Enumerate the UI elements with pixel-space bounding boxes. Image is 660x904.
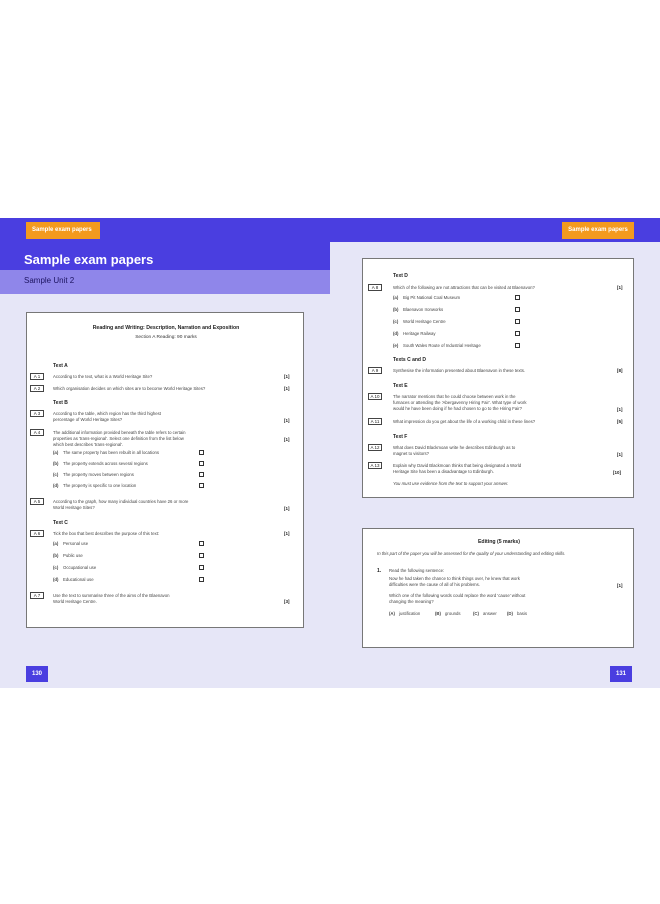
question-text: Tick the box that best describes the purpose of this text: [53,531,160,536]
question-marks: [1] [284,531,290,536]
question-text: Which organisation decides on which sites are to become World Heritage Sites? [53,386,206,391]
text-cd-heading: Texts C and D [393,357,426,363]
question-marks: [1] [284,506,290,511]
option-text: South Wales Route of Industrial Heritage [403,343,481,348]
question-number: A 8 [368,284,382,291]
question-number: A 1 [30,373,44,380]
right-page [330,218,660,688]
editing-question-number: 1. [377,568,382,574]
option-letter: (d) [393,331,399,336]
question-text: which best describes 'trans-regional'. [53,442,124,447]
answer-checkbox[interactable] [199,461,204,466]
editing-title: Editing (5 marks) [477,539,521,545]
option-letter: (d) [53,483,59,488]
question-marks: [10] [613,470,622,475]
answer-checkbox[interactable] [515,307,520,312]
exam-box-right-top [362,258,634,498]
question-text: changing the meaning? [389,599,434,604]
option-text: basis [517,611,528,616]
question-number: A 10 [368,393,382,400]
option-text: Personal use [63,541,89,546]
left-section-tab: Sample exam papers [26,222,100,239]
question-text: World Heritage Sites? [53,505,95,510]
question-text: furnaces or attending the 'Abergavenny Hiring Fair'. What type of work [393,400,527,405]
question-text: World Heritage Centre. [53,599,97,604]
question-number: A 2 [30,385,44,392]
answer-checkbox[interactable] [199,565,204,570]
option-letter: (c) [53,472,59,477]
editing-intro: In this part of the paper you will be assessed for the quality of your understanding and editing skills. [377,551,566,556]
page-subtitle: Sample Unit 2 [24,276,75,285]
question-marks: [1] [617,452,623,457]
option-text: World Heritage Centre [403,319,446,324]
option-letter: (B) [435,611,441,616]
answer-checkbox[interactable] [199,553,204,558]
question-text: Which one of the following words could replace the word 'cause' without [389,593,526,598]
question-number: A 12 [368,444,382,451]
answer-checkbox[interactable] [515,343,520,348]
question-text: difficulties were the cause of all of his problems. [389,582,480,587]
question-text: properties as 'trans-regional'. Select one definition from the list below [53,436,184,441]
option-text: grounds [445,611,461,616]
option-text: Occupational use [63,565,97,570]
answer-checkbox[interactable] [515,295,520,300]
answer-checkbox[interactable] [515,319,520,324]
option-text: The property is specific to one location [63,483,137,488]
text-d-heading: Text D [393,273,408,279]
question-text: magnet to visitors? [393,451,430,456]
question-text: Read the following sentence: [389,568,445,573]
question-number: A 9 [368,367,382,374]
section-title: Section A Reading: 90 marks [135,335,197,340]
option-letter: (b) [53,553,59,558]
question-marks: [1] [284,374,290,379]
question-text: According to the graph, how many individual countries have 26 or more [53,499,189,504]
option-text: answer [483,611,497,616]
answer-instruction: You must use evidence from the text to support your answer. [393,481,509,486]
exam-box-left [26,312,304,628]
option-letter: (a) [53,541,59,546]
page-title: Sample exam papers [24,252,154,267]
question-text: The narrator mentions that he could choose between work in the [393,394,516,399]
text-c-heading: Text C [53,520,68,526]
question-text: What does David Blackmoan write he describes Edinburgh as to [393,445,516,450]
option-text: Heritage Railway [403,331,436,336]
question-number: A 7 [30,592,44,599]
option-text: Blaenavon Ironworks [403,307,444,312]
text-b-heading: Text B [53,400,68,406]
paper-title: Reading and Writing: Description, Narration and Exposition [92,325,240,331]
book-spread [0,218,660,688]
question-marks: [1] [617,583,623,588]
question-number: A 11 [368,418,382,425]
option-text: The same property has been rebuilt in all locations [63,450,160,455]
option-letter: (A) [389,611,395,616]
text-a-heading: Text A [53,363,68,369]
text-e-heading: Text E [393,383,408,389]
option-letter: (b) [53,461,59,466]
question-marks: [5] [617,419,623,424]
option-letter: (d) [53,577,59,582]
question-text: would he have been doing if he had chosen to go to the Hiring Fair? [393,406,522,411]
left-page [0,218,330,688]
question-marks: [1] [284,418,290,423]
answer-checkbox[interactable] [199,450,204,455]
option-text: The property moves between regions [63,472,134,477]
question-marks: [8] [617,368,623,373]
option-letter: (D) [507,611,513,616]
question-number: A 5 [30,498,44,505]
question-marks: [1] [284,386,290,391]
page-number-right: 131 [610,666,632,682]
option-letter: (a) [53,450,59,455]
option-letter: (c) [53,565,59,570]
option-letter: (b) [393,307,399,312]
answer-checkbox[interactable] [515,331,520,336]
question-text: Which of the following are not attractions that can be visited at Blaenavon? [393,285,535,290]
answer-checkbox[interactable] [199,472,204,477]
question-number: A 3 [30,410,44,417]
answer-checkbox[interactable] [199,577,204,582]
question-marks: [1] [617,285,623,290]
option-text: Big Pit National Coal Museum [403,295,461,300]
question-number: A 6 [30,530,44,537]
question-text: Explain why David Blackmoan thinks that being designated a World [393,463,522,468]
option-text: justification [399,611,421,616]
question-marks: [3] [284,599,290,604]
answer-checkbox[interactable] [199,541,204,546]
exam-box-right-bottom [362,528,634,648]
question-number: A 4 [30,429,44,436]
text-f-heading: Text F [393,434,408,440]
question-marks: [1] [617,407,623,412]
question-text: Synthesise the information presented about Blaenavon in these texts. [393,368,526,373]
option-letter: (a) [393,295,399,300]
option-text: Educational use [63,577,94,582]
question-text: According to the table, which region has the third highest [53,411,161,416]
question-text: percentage of World Heritage Sites? [53,417,123,422]
page-number-left: 130 [26,666,48,682]
option-text: Public use [63,553,83,558]
subtitle-band [0,270,330,294]
question-text: What impression do you get about the life of a working child in these lines? [393,419,536,424]
right-section-tab: Sample exam papers [562,222,634,239]
question-text: Now he had taken the chance to think things over, he knew that work [389,576,520,581]
option-text: The property extends across several regions [63,461,148,466]
question-text: The additional information provided beneath the table refers to certain [53,430,186,435]
option-letter: (c) [393,319,399,324]
question-marks: [1] [284,437,290,442]
question-text: Heritage Site has been a disadvantage to Edinburgh. [393,469,494,474]
question-text: According to the text, what is a World Heritage Site? [53,374,153,379]
option-letter: (C) [473,611,479,616]
option-letter: (e) [393,343,399,348]
question-text: Use the text to summarise three of the aims of the Blaenavon [53,593,170,598]
answer-checkbox[interactable] [199,483,204,488]
question-number: A 13 [368,462,382,469]
